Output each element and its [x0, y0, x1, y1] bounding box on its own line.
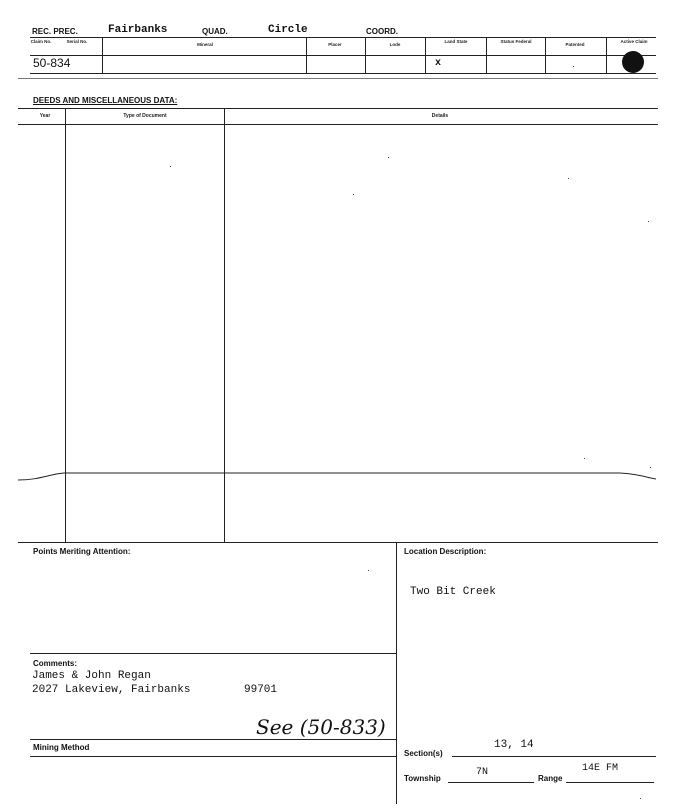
active-claim-marker [622, 51, 644, 73]
scan-speck [170, 166, 171, 167]
scan-speck [650, 467, 651, 468]
deeds-top-rule [18, 108, 658, 109]
deeds-title: DEEDS AND MISCELLANEOUS DATA: [33, 96, 178, 105]
location-value: Two Bit Creek [410, 586, 496, 598]
col-divider [545, 37, 546, 73]
lower-center-divider [396, 542, 397, 804]
col-divider [306, 37, 307, 73]
header-row-rule [30, 73, 656, 74]
claim-number: 50-834 [33, 56, 71, 70]
col-land-state: Land State [444, 39, 468, 44]
header-top-rule [30, 37, 656, 38]
owner-zip: 99701 [244, 684, 278, 696]
coord-label: COORD. [366, 27, 398, 36]
col-placer: Placer [328, 42, 342, 47]
range-label: Range [538, 774, 563, 783]
header-col-rule [30, 55, 656, 56]
deeds-col-type: Type of Document [123, 113, 167, 119]
land-state-mark: x [435, 58, 442, 69]
owner-name: James & John Regan [32, 670, 151, 682]
township-label: Township [404, 774, 441, 783]
rec-prec-label: REC. PREC. [32, 27, 78, 36]
quad-value: Circle [268, 24, 308, 36]
scan-speck [573, 66, 574, 67]
scan-speck [353, 194, 354, 195]
col-divider [365, 37, 366, 73]
scan-speck [568, 178, 569, 179]
comments-top-rule [30, 653, 396, 654]
deeds-col-details: Details [431, 113, 449, 119]
points-label: Points Meriting Attention: [33, 547, 131, 556]
page-fold-line [0, 460, 678, 490]
sections-value: 13, 14 [494, 739, 534, 751]
col-serial-no: Serial No. [66, 39, 88, 44]
comments-label: Comments: [33, 659, 78, 668]
sections-line [452, 756, 656, 757]
mining-method-label: Mining Method [33, 743, 90, 752]
col-status-federal: Status Federal [500, 39, 532, 44]
deeds-bottom-rule [18, 542, 658, 543]
township-value: 7N [476, 767, 489, 778]
deeds-col-year: Year [39, 113, 51, 119]
col-patented: Patented [565, 42, 585, 47]
township-line [448, 782, 534, 783]
sections-label: Section(s) [404, 749, 443, 758]
col-lode: Lode [389, 42, 401, 47]
mining-top-rule [30, 739, 396, 740]
col-active-claim: Active Claim [620, 39, 648, 44]
range-value: 14E FM [582, 763, 619, 774]
col-divider [425, 37, 426, 73]
location-label: Location Description: [404, 547, 487, 556]
col-mineral: Mineral [197, 42, 213, 47]
rec-prec-value: Fairbanks [108, 24, 168, 36]
col-claim-no: Claim No. [30, 39, 52, 44]
scan-speck [368, 570, 369, 571]
scan-speck [584, 458, 585, 459]
mining-bottom-rule [30, 756, 396, 757]
quad-label: QUAD. [202, 27, 228, 36]
deeds-header-rule [18, 124, 658, 125]
col-divider [102, 37, 103, 73]
col-divider [486, 37, 487, 73]
scan-speck [388, 157, 389, 158]
header-bottom-rule [18, 78, 658, 79]
col-divider [606, 37, 607, 73]
handwritten-reference: See (50-833) [256, 715, 386, 739]
scan-speck [648, 221, 649, 222]
range-line [566, 782, 654, 783]
owner-address: 2027 Lakeview, Fairbanks [32, 684, 191, 696]
scan-speck [640, 798, 641, 799]
